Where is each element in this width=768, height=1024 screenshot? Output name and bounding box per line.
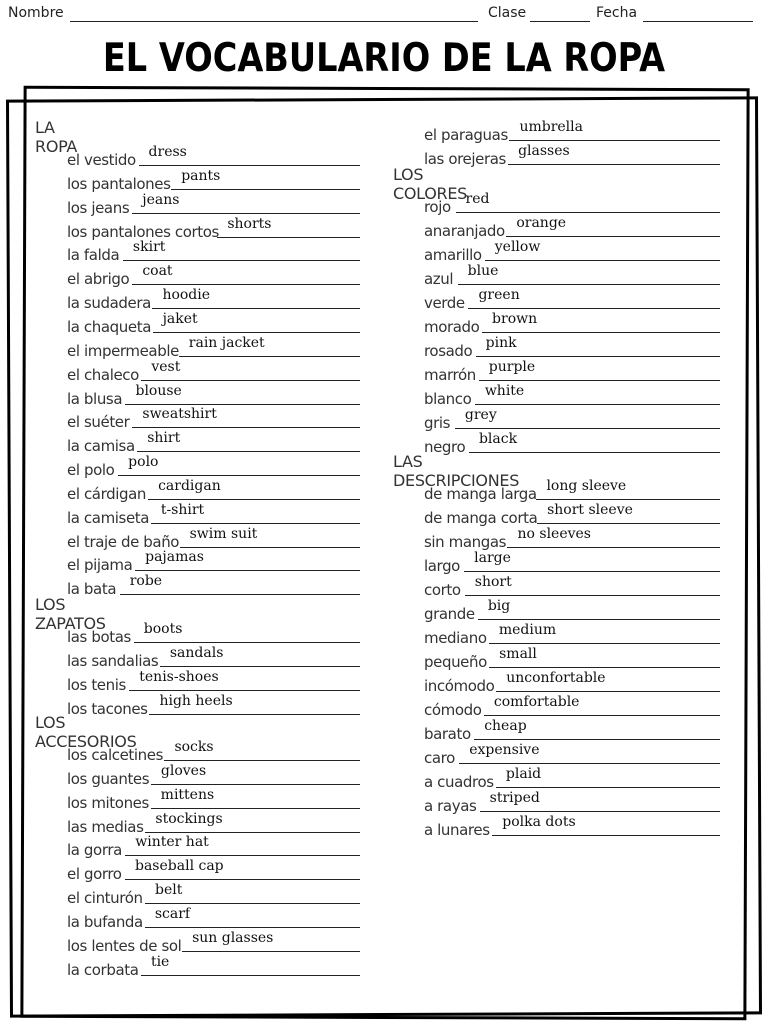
vocab-row bbox=[424, 502, 720, 526]
vocab-row bbox=[424, 526, 720, 550]
answer-line[interactable] bbox=[480, 811, 720, 812]
section-heading: LOS COLORES bbox=[393, 165, 467, 203]
spanish-term: caro bbox=[424, 749, 455, 767]
spanish-term: de manga corta bbox=[424, 509, 538, 527]
vocab-row bbox=[424, 574, 720, 598]
answer-line[interactable] bbox=[129, 690, 360, 691]
spanish-term: el pijama bbox=[67, 556, 133, 575]
spanish-term: gris bbox=[424, 414, 451, 432]
english-answer: hoodie bbox=[162, 287, 211, 304]
answer-line[interactable] bbox=[509, 140, 720, 141]
vocab-row bbox=[424, 215, 720, 239]
english-answer: expensive bbox=[469, 742, 540, 758]
vocab-row bbox=[67, 168, 360, 192]
english-answer: plaid bbox=[505, 766, 542, 782]
vocab-row bbox=[67, 954, 360, 978]
spanish-term: barato bbox=[424, 725, 471, 743]
answer-line[interactable] bbox=[148, 499, 360, 500]
english-answer: scarf bbox=[154, 905, 191, 922]
section-heading: LOS ACCESORIOS bbox=[35, 713, 137, 751]
vocab-row bbox=[424, 478, 720, 502]
answer-line[interactable] bbox=[134, 642, 360, 643]
english-answer: large bbox=[474, 550, 511, 566]
spanish-term: la bufanda bbox=[67, 912, 143, 931]
answer-line[interactable] bbox=[120, 594, 360, 595]
vocab-row bbox=[67, 216, 360, 240]
spanish-term: rojo bbox=[424, 198, 451, 216]
answer-line[interactable] bbox=[496, 691, 720, 692]
answer-line[interactable] bbox=[123, 260, 360, 261]
spanish-term: morado bbox=[424, 318, 480, 336]
spanish-term: largo bbox=[424, 557, 460, 575]
spanish-term: pequeño bbox=[424, 653, 487, 671]
vocab-row bbox=[67, 263, 360, 287]
vocab-row bbox=[67, 645, 360, 669]
answer-line[interactable] bbox=[151, 784, 360, 785]
answer-line[interactable] bbox=[180, 547, 360, 548]
english-answer: belt bbox=[154, 882, 183, 899]
spanish-term: la blusa bbox=[67, 389, 123, 408]
english-answer: no sleeves bbox=[517, 526, 591, 542]
english-answer: yellow bbox=[494, 239, 541, 255]
vocab-row bbox=[424, 335, 720, 359]
answer-line[interactable] bbox=[496, 787, 720, 788]
english-answer: jaket bbox=[162, 310, 198, 327]
answer-line[interactable] bbox=[458, 284, 720, 285]
answer-line[interactable] bbox=[125, 855, 360, 856]
answer-line[interactable] bbox=[125, 404, 360, 405]
answer-line[interactable] bbox=[464, 571, 720, 572]
answer-line[interactable] bbox=[459, 763, 720, 764]
spanish-term: la chaqueta bbox=[67, 317, 152, 336]
english-answer: gloves bbox=[160, 762, 207, 779]
english-answer: big bbox=[487, 598, 511, 614]
spanish-term: a lunares bbox=[424, 821, 490, 839]
vocab-row bbox=[67, 478, 360, 502]
english-answer: sweatshirt bbox=[142, 406, 217, 423]
answer-line[interactable] bbox=[217, 237, 360, 238]
spanish-term: los pantalones bbox=[67, 174, 171, 193]
answer-line[interactable] bbox=[478, 619, 720, 620]
vocab-row bbox=[424, 718, 720, 742]
vocab-row bbox=[67, 430, 360, 454]
vocab-row bbox=[424, 742, 720, 766]
section-heading: LOS ZAPATOS bbox=[35, 595, 106, 633]
vocab-row bbox=[67, 454, 360, 478]
answer-line[interactable] bbox=[179, 356, 360, 357]
english-answer: stockings bbox=[155, 810, 223, 827]
spanish-term: negro bbox=[424, 438, 466, 456]
answer-line[interactable] bbox=[508, 164, 720, 165]
english-answer: medium bbox=[498, 622, 557, 638]
vocab-row bbox=[67, 787, 360, 811]
spanish-term: el abrigo bbox=[67, 270, 130, 289]
vocab-row bbox=[424, 622, 720, 646]
english-answer: cardigan bbox=[158, 477, 221, 494]
answer-line[interactable] bbox=[141, 975, 360, 976]
vocab-row bbox=[67, 811, 360, 835]
spanish-term: las medias bbox=[67, 817, 144, 836]
vocab-row bbox=[424, 239, 720, 263]
section-heading: LAS DESCRIPCIONES bbox=[393, 452, 520, 490]
spanish-term: los tenis bbox=[67, 675, 126, 694]
spanish-term: corto bbox=[424, 581, 461, 599]
spanish-term: el traje de baño bbox=[67, 532, 180, 551]
date-label: Fecha bbox=[596, 5, 638, 21]
answer-line[interactable] bbox=[465, 595, 720, 596]
spanish-term: azul bbox=[424, 270, 454, 288]
spanish-term: marrón bbox=[424, 366, 476, 384]
answer-line[interactable] bbox=[507, 547, 720, 548]
english-answer: dress bbox=[148, 144, 187, 160]
english-answer: vest bbox=[151, 358, 181, 375]
vocab-row bbox=[424, 814, 720, 838]
spanish-term: las orejeras bbox=[424, 150, 506, 168]
vocab-row bbox=[67, 311, 360, 335]
answer-line[interactable] bbox=[536, 499, 720, 500]
vocab-row bbox=[67, 930, 360, 954]
english-answer: coat bbox=[142, 263, 173, 280]
english-answer: t-shirt bbox=[160, 501, 205, 518]
english-answer: umbrella bbox=[519, 119, 583, 135]
english-answer: baseball cap bbox=[135, 858, 224, 875]
vocab-row bbox=[67, 144, 360, 168]
spanish-term: los jeans bbox=[67, 198, 130, 217]
english-answer: sandals bbox=[169, 644, 224, 661]
english-answer: skirt bbox=[132, 239, 166, 256]
page-title: EL VOCABULARIO DE LA ROPA bbox=[102, 36, 666, 81]
vocab-row bbox=[424, 191, 720, 215]
english-answer: rain jacket bbox=[188, 334, 265, 351]
english-answer: shirt bbox=[147, 430, 181, 447]
english-answer: blouse bbox=[135, 382, 182, 399]
answer-line[interactable] bbox=[145, 832, 360, 833]
answer-line[interactable] bbox=[537, 523, 720, 524]
answer-line[interactable] bbox=[139, 165, 360, 166]
vocab-row bbox=[67, 526, 360, 550]
answer-line[interactable] bbox=[479, 380, 720, 381]
vocab-row bbox=[67, 335, 360, 359]
english-answer: pink bbox=[485, 335, 517, 351]
english-answer: striped bbox=[489, 790, 540, 806]
vocab-row bbox=[67, 669, 360, 693]
answer-line[interactable] bbox=[456, 212, 720, 213]
english-answer: robe bbox=[129, 573, 163, 590]
vocab-row bbox=[424, 694, 720, 718]
answer-line[interactable] bbox=[141, 380, 360, 381]
english-answer: sun glasses bbox=[192, 929, 274, 946]
vocab-row bbox=[424, 670, 720, 694]
vocab-row bbox=[67, 621, 360, 645]
english-answer: tie bbox=[150, 953, 170, 970]
vocab-row bbox=[67, 573, 360, 597]
answer-line[interactable] bbox=[182, 951, 360, 952]
spanish-term: la gorra bbox=[67, 841, 122, 860]
answer-line[interactable] bbox=[160, 666, 360, 667]
answer-line[interactable] bbox=[125, 879, 360, 880]
vocab-row bbox=[67, 906, 360, 930]
answer-line[interactable] bbox=[171, 189, 360, 190]
answer-line[interactable] bbox=[476, 356, 720, 357]
answer-line[interactable] bbox=[485, 260, 720, 261]
english-answer: red bbox=[465, 191, 490, 207]
english-answer: polo bbox=[128, 454, 159, 471]
english-answer: winter hat bbox=[135, 834, 209, 851]
answer-line[interactable] bbox=[151, 808, 360, 809]
answer-line[interactable] bbox=[135, 570, 360, 571]
answer-line[interactable] bbox=[152, 308, 360, 309]
english-answer: green bbox=[478, 287, 520, 303]
english-answer: glasses bbox=[518, 143, 570, 159]
english-answer: socks bbox=[174, 739, 214, 755]
vocab-row bbox=[424, 359, 720, 383]
english-answer: cheap bbox=[484, 718, 527, 734]
spanish-term: mediano bbox=[424, 629, 487, 647]
english-answer: comfortable bbox=[493, 694, 580, 710]
spanish-term: el impermeable bbox=[67, 341, 179, 360]
spanish-term: los tacones bbox=[67, 699, 148, 718]
english-answer: tenis-shoes bbox=[139, 668, 219, 685]
spanish-term: la bata bbox=[67, 580, 117, 599]
answer-line[interactable] bbox=[475, 404, 720, 405]
vocab-row bbox=[67, 882, 360, 906]
spanish-term: el paraguas bbox=[424, 126, 508, 144]
vocab-row bbox=[424, 383, 720, 407]
vocab-row bbox=[424, 766, 720, 790]
spanish-term: rosado bbox=[424, 342, 473, 360]
answer-line[interactable] bbox=[474, 739, 720, 740]
spanish-term: sin mangas bbox=[424, 533, 507, 551]
name-label: Nombre bbox=[8, 5, 64, 21]
english-answer: black bbox=[478, 431, 518, 447]
english-answer: short bbox=[474, 574, 512, 590]
worksheet-header bbox=[0, 0, 768, 28]
vocab-row bbox=[67, 192, 360, 216]
answer-line[interactable] bbox=[492, 835, 720, 836]
spanish-term: incómodo bbox=[424, 677, 495, 695]
vocab-row bbox=[424, 119, 720, 143]
spanish-term: el gorro bbox=[67, 865, 122, 884]
answer-line[interactable] bbox=[482, 332, 720, 333]
english-answer: long sleeve bbox=[546, 478, 627, 494]
spanish-term: grande bbox=[424, 605, 475, 623]
answer-line[interactable] bbox=[151, 523, 360, 524]
answer-line[interactable] bbox=[132, 427, 360, 428]
spanish-term: la sudadera bbox=[67, 294, 151, 313]
spanish-term: blanco bbox=[424, 390, 472, 408]
vocab-row bbox=[67, 763, 360, 787]
vocab-row bbox=[67, 383, 360, 407]
name-field[interactable] bbox=[70, 21, 478, 22]
spanish-term: el polo bbox=[67, 461, 115, 480]
spanish-term: los pantalones cortos bbox=[67, 222, 219, 241]
english-answer: high heels bbox=[159, 692, 233, 709]
spanish-term: a rayas bbox=[424, 797, 477, 815]
english-answer: white bbox=[484, 383, 525, 399]
answer-line[interactable] bbox=[145, 903, 360, 904]
english-answer: pants bbox=[181, 167, 221, 184]
english-answer: jeans bbox=[142, 191, 180, 208]
english-answer: shorts bbox=[227, 215, 272, 232]
class-field[interactable] bbox=[530, 21, 590, 22]
spanish-term: los guantes bbox=[67, 769, 150, 788]
vocab-row bbox=[424, 550, 720, 574]
vocab-row bbox=[424, 407, 720, 431]
answer-line[interactable] bbox=[484, 715, 720, 716]
vocab-row bbox=[424, 598, 720, 622]
english-answer: mittens bbox=[160, 786, 215, 803]
english-answer: unconfortable bbox=[506, 670, 606, 686]
vocab-row bbox=[67, 359, 360, 383]
answer-line[interactable] bbox=[137, 451, 360, 452]
english-answer: boots bbox=[143, 621, 183, 637]
vocab-row bbox=[67, 406, 360, 430]
spanish-term: los mitones bbox=[67, 793, 149, 812]
english-answer: brown bbox=[492, 311, 538, 327]
vocab-row bbox=[67, 239, 360, 263]
spanish-term: el cinturón bbox=[67, 889, 143, 908]
answer-line[interactable] bbox=[164, 760, 360, 761]
english-answer: short sleeve bbox=[547, 502, 633, 518]
spanish-term: la falda bbox=[67, 246, 120, 265]
spanish-term: la camiseta bbox=[67, 508, 150, 527]
section-heading: LA ROPA bbox=[35, 118, 78, 156]
vocab-row bbox=[424, 143, 720, 167]
english-answer: orange bbox=[516, 215, 567, 231]
vocab-row bbox=[67, 549, 360, 573]
spanish-term: las sandalias bbox=[67, 651, 159, 670]
spanish-term: los lentes de sol bbox=[67, 936, 182, 955]
vocab-row bbox=[67, 739, 360, 763]
vocab-row bbox=[67, 834, 360, 858]
vocab-row bbox=[424, 790, 720, 814]
vocab-row bbox=[67, 287, 360, 311]
vocab-row bbox=[424, 287, 720, 311]
vocab-row bbox=[67, 502, 360, 526]
answer-line[interactable] bbox=[132, 284, 360, 285]
spanish-term: de manga larga bbox=[424, 485, 537, 503]
answer-line[interactable] bbox=[149, 714, 360, 715]
spanish-term: cómodo bbox=[424, 701, 482, 719]
spanish-term: la corbata bbox=[67, 960, 139, 979]
english-answer: swim suit bbox=[189, 525, 258, 542]
vocab-row bbox=[67, 858, 360, 882]
english-answer: polka dots bbox=[502, 814, 576, 830]
vocab-row bbox=[424, 646, 720, 670]
answer-line[interactable] bbox=[489, 643, 720, 644]
spanish-term: anaranjado bbox=[424, 222, 505, 240]
spanish-term: las botas bbox=[67, 628, 131, 646]
spanish-term: amarillo bbox=[424, 246, 482, 264]
english-answer: pajamas bbox=[145, 549, 204, 566]
spanish-term: el chaleco bbox=[67, 365, 139, 384]
date-field[interactable] bbox=[643, 21, 753, 22]
english-answer: purple bbox=[488, 359, 536, 375]
answer-line[interactable] bbox=[489, 667, 720, 668]
answer-line[interactable] bbox=[118, 475, 360, 476]
answer-line[interactable] bbox=[455, 428, 720, 429]
spanish-term: la camisa bbox=[67, 437, 135, 456]
english-answer: blue bbox=[467, 263, 499, 279]
english-answer: small bbox=[499, 646, 537, 662]
answer-line[interactable] bbox=[145, 927, 360, 928]
answer-line[interactable] bbox=[153, 332, 360, 333]
spanish-term: verde bbox=[424, 294, 465, 312]
vocab-row bbox=[424, 311, 720, 335]
spanish-term: los calcetines bbox=[67, 746, 164, 764]
answer-line[interactable] bbox=[132, 213, 360, 214]
class-label: Clase bbox=[488, 5, 527, 21]
english-answer: grey bbox=[464, 407, 497, 423]
spanish-term: el suéter bbox=[67, 413, 130, 432]
answer-line[interactable] bbox=[506, 236, 720, 237]
spanish-term: el cárdigan bbox=[67, 484, 147, 503]
answer-line[interactable] bbox=[468, 308, 720, 309]
spanish-term: el vestido bbox=[67, 151, 136, 169]
vocab-row bbox=[424, 263, 720, 287]
spanish-term: a cuadros bbox=[424, 773, 494, 791]
